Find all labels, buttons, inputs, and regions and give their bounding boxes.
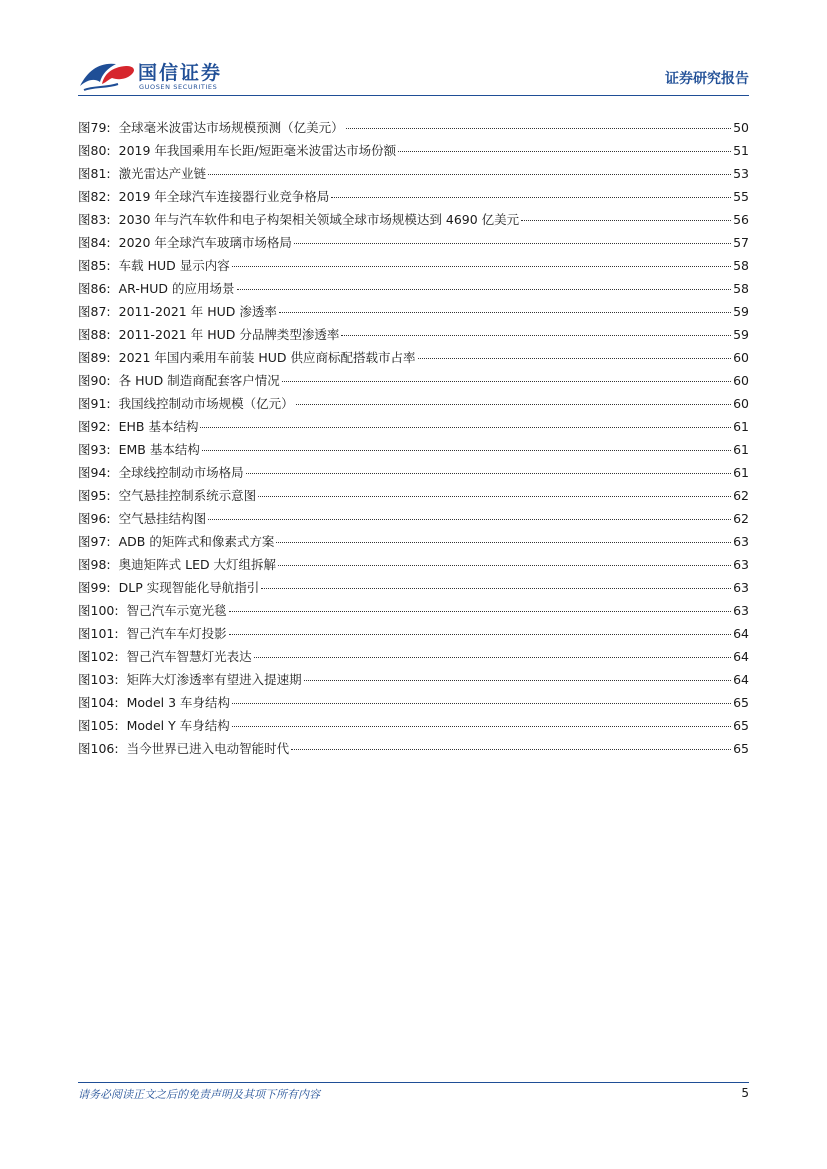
toc-leader-dots [202,449,731,451]
toc-entry-title: 2020 年全球汽车玻璃市场格局 [118,235,292,250]
toc-entry[interactable] [78,668,749,691]
guosen-logo [78,56,328,96]
toc-entry-label: 图100: [78,603,119,618]
toc-leader-dots [341,334,731,336]
toc-entry-page: 64 [733,626,749,641]
toc-entry-page: 57 [733,235,749,250]
toc-entry-label: 图84: [78,235,111,250]
toc-entry[interactable] [78,185,749,208]
toc-entry-page: 50 [733,120,749,135]
toc-entry[interactable] [78,231,749,254]
toc-entry-title: Model 3 车身结构 [126,695,231,710]
toc-entry[interactable] [78,461,749,484]
toc-entry[interactable] [78,346,749,369]
toc-leader-dots [200,426,731,428]
toc-entry-label: 图104: [78,695,119,710]
toc-entry-page: 62 [733,488,749,503]
toc-entry[interactable] [78,139,749,162]
toc-entry-title: 智己汽车示宽光毯 [126,603,227,618]
toc-entry-page: 65 [733,718,749,733]
toc-entry-label: 图95: [78,488,111,503]
toc-entry-page: 58 [733,281,749,296]
toc-entry-page: 61 [733,465,749,480]
toc-entry-label: 图91: [78,396,111,411]
toc-entry[interactable] [78,162,749,185]
toc-entry-title: 当今世界已进入电动智能时代 [126,741,290,756]
toc-entry[interactable] [78,300,749,323]
toc-leader-dots [296,403,731,405]
logo-chinese-name: 国信证券 [138,62,223,84]
toc-leader-dots [261,587,731,589]
toc-entry[interactable] [78,530,749,553]
toc-leader-dots [398,150,731,152]
toc-entry-page: 65 [733,741,749,756]
toc-entry-label: 图87: [78,304,111,319]
toc-leader-dots [294,242,731,244]
toc-entry-label: 图80: [78,143,111,158]
toc-leader-dots [229,610,732,612]
toc-leader-dots [304,679,732,681]
toc-leader-dots [246,472,731,474]
toc-entry-label: 图96: [78,511,111,526]
toc-leader-dots [254,656,732,658]
toc-entry-label: 图94: [78,465,111,480]
toc-leader-dots [278,564,731,566]
toc-entry-label: 图98: [78,557,111,572]
toc-entry-page: 64 [733,672,749,687]
toc-entry-page: 60 [733,373,749,388]
toc-entry[interactable] [78,116,749,139]
toc-entry-label: 图85: [78,258,111,273]
toc-leader-dots [208,173,731,175]
toc-entry-title: 空气悬挂控制系统示意图 [118,488,257,503]
toc-entry-title: EHB 基本结构 [118,419,199,434]
toc-entry[interactable] [78,323,749,346]
toc-leader-dots [282,380,731,382]
toc-entry-title: 智己汽车车灯投影 [126,626,227,641]
toc-entry-title: 智己汽车智慧灯光表达 [126,649,252,664]
toc-entry-title: 奥迪矩阵式 LED 大灯组拆解 [118,557,277,572]
toc-entry-label: 图90: [78,373,111,388]
toc-entry-title: EMB 基本结构 [118,442,200,457]
toc-entry-label: 图92: [78,419,111,434]
toc-leader-dots [279,311,731,313]
toc-entry-page: 55 [733,189,749,204]
toc-leader-dots [276,541,731,543]
toc-entry-title: DLP 实现智能化导航指引 [118,580,260,595]
toc-entry[interactable] [78,645,749,668]
page-number: 5 [741,1086,749,1100]
toc-entry-page: 58 [733,258,749,273]
toc-entry-title: 2021 年国内乘用车前装 HUD 供应商标配搭载市占率 [118,350,416,365]
toc-leader-dots [232,265,731,267]
toc-leader-dots [521,219,731,221]
toc-entry-title: 全球毫米波雷达市场规模预测（亿美元） [118,120,344,135]
toc-leader-dots [232,702,731,704]
toc-entry-title: ADB 的矩阵式和像素式方案 [118,534,275,549]
toc-entry-label: 图99: [78,580,111,595]
toc-entry-page: 61 [733,419,749,434]
toc-entry-title: Model Y 车身结构 [126,718,230,733]
toc-entry-label: 图106: [78,741,119,756]
toc-entry-label: 图86: [78,281,111,296]
toc-entry[interactable] [78,392,749,415]
toc-entry-label: 图101: [78,626,119,641]
toc-entry-label: 图82: [78,189,111,204]
toc-leader-dots [346,127,731,129]
report-type-title: 证券研究报告 [665,71,749,87]
toc-entry-title: 2030 年与汽车软件和电子构架相关领域全球市场规模达到 4690 亿美元 [118,212,520,227]
toc-entry-title: 2011-2021 年 HUD 分品牌类型渗透率 [118,327,340,342]
toc-entry-title: 2011-2021 年 HUD 渗透率 [118,304,277,319]
toc-entry-page: 65 [733,695,749,710]
toc-entry-page: 56 [733,212,749,227]
toc-entry-title: 车载 HUD 显示内容 [118,258,230,273]
toc-leader-dots [208,518,731,520]
figure-list [78,116,749,760]
toc-entry-page: 63 [733,580,749,595]
toc-entry-label: 图79: [78,120,111,135]
toc-entry-label: 图88: [78,327,111,342]
toc-leader-dots [258,495,731,497]
toc-entry-page: 59 [733,304,749,319]
toc-entry[interactable] [78,737,749,760]
toc-entry[interactable] [78,484,749,507]
toc-entry[interactable] [78,622,749,645]
toc-entry-title: AR-HUD 的应用场景 [118,281,235,296]
toc-entry-title: 全球线控制动市场格局 [118,465,244,480]
toc-entry[interactable] [78,553,749,576]
toc-entry[interactable] [78,254,749,277]
toc-leader-dots [237,288,732,290]
toc-entry-label: 图93: [78,442,111,457]
page-header [0,0,827,100]
toc-leader-dots [232,725,731,727]
toc-entry-title: 2019 年全球汽车连接器行业竞争格局 [118,189,330,204]
toc-entry-page: 63 [733,603,749,618]
toc-entry-page: 62 [733,511,749,526]
toc-entry[interactable] [78,208,749,231]
toc-entry-label: 图89: [78,350,111,365]
toc-entry-page: 53 [733,166,749,181]
toc-leader-dots [331,196,731,198]
toc-entry-title: 各 HUD 制造商配套客户情况 [118,373,280,388]
toc-entry-label: 图102: [78,649,119,664]
toc-leader-dots [229,633,732,635]
toc-leader-dots [291,748,731,750]
toc-entry-title: 空气悬挂结构图 [118,511,207,526]
header-divider [78,95,749,96]
toc-entry-label: 图97: [78,534,111,549]
toc-entry-page: 64 [733,649,749,664]
toc-entry-page: 63 [733,534,749,549]
toc-entry-title: 我国线控制动市场规模（亿元） [118,396,294,411]
toc-entry-title: 矩阵大灯渗透率有望进入提速期 [126,672,302,687]
toc-entry-label: 图103: [78,672,119,687]
toc-entry-page: 63 [733,557,749,572]
disclaimer-note: 请务必阅读正文之后的免责声明及其项下所有内容 [78,1088,320,1101]
footer-divider [78,1082,749,1083]
toc-entry-page: 60 [733,396,749,411]
toc-entry[interactable] [78,691,749,714]
toc-entry[interactable] [78,415,749,438]
toc-entry-page: 59 [733,327,749,342]
toc-entry-title: 2019 年我国乘用车长距/短距毫米波雷达市场份额 [118,143,397,158]
toc-entry-title: 激光雷达产业链 [118,166,207,181]
toc-entry-label: 图105: [78,718,119,733]
toc-entry[interactable] [78,599,749,622]
toc-entry[interactable] [78,507,749,530]
toc-entry-label: 图83: [78,212,111,227]
toc-entry[interactable] [78,277,749,300]
guosen-logo-icon [78,56,136,94]
toc-entry-page: 60 [733,350,749,365]
toc-leader-dots [418,357,732,359]
toc-entry[interactable] [78,576,749,599]
toc-entry[interactable] [78,714,749,737]
logo-english-name: GUOSEN SECURITIES [139,83,218,91]
toc-entry[interactable] [78,438,749,461]
toc-entry-label: 图81: [78,166,111,181]
toc-entry-page: 51 [733,143,749,158]
toc-entry-page: 61 [733,442,749,457]
toc-entry[interactable] [78,369,749,392]
